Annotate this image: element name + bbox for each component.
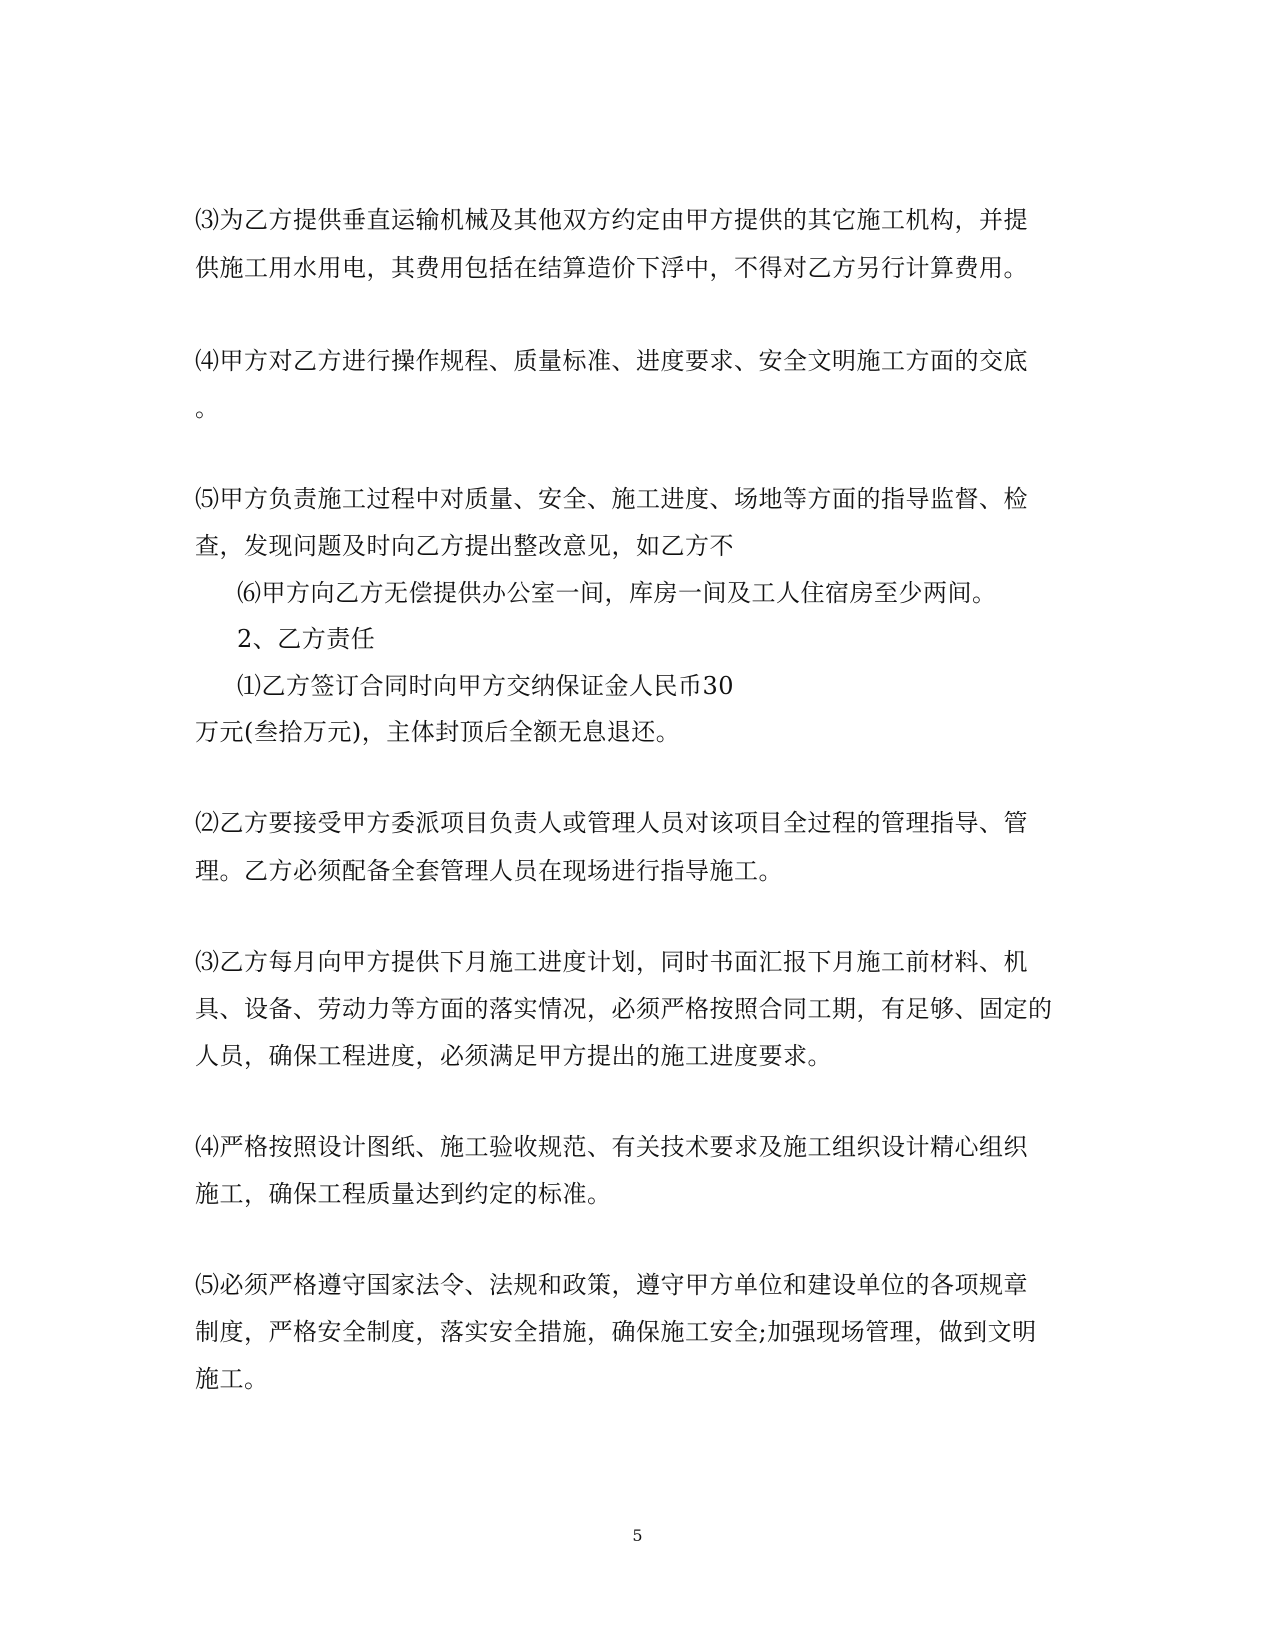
text-line: 。 (195, 394, 220, 422)
text-line: ⑹甲方向乙方无偿提供办公室一间，库房一间及工人住宿房至少两间。 (237, 579, 997, 607)
text-line: ⑵乙方要接受甲方委派项目负责人或管理人员对该项目全过程的管理指导、管 (195, 809, 1028, 837)
text-line: 查，发现问题及时向乙方提出整改意见，如乙方不 (195, 532, 734, 560)
section-heading: 2、乙方责任 (237, 625, 376, 653)
text-line: 施工。 (195, 1365, 269, 1393)
text-line: 供施工用水用电，其费用包括在结算造价下浮中，不得对乙方另行计算费用。 (195, 254, 1028, 282)
text-line: 人员，确保工程进度，必须满足甲方提出的施工进度要求。 (195, 1042, 832, 1070)
text-line: ⑷严格按照设计图纸、施工验收规范、有关技术要求及施工组织设计精心组织 (195, 1133, 1028, 1161)
text-line: 施工，确保工程质量达到约定的标准。 (195, 1180, 612, 1208)
text-line: ⑸必须严格遵守国家法令、法规和政策，遵守甲方单位和建设单位的各项规章 (195, 1271, 1028, 1299)
text-line: ⑷甲方对乙方进行操作规程、质量标准、进度要求、安全文明施工方面的交底 (195, 347, 1028, 375)
text-line: 理。乙方必须配备全套管理人员在现场进行指导施工。 (195, 857, 783, 885)
text-line: ⑶乙方每月向甲方提供下月施工进度计划，同时书面汇报下月施工前材料、机 (195, 948, 1028, 976)
text-line: ⑸甲方负责施工过程中对质量、安全、施工进度、场地等方面的指导监督、检 (195, 485, 1028, 513)
text-line: 万元(叁拾万元)，主体封顶后全额无息退还。 (195, 718, 681, 746)
page-number: 5 (632, 1526, 643, 1545)
text-line: ⑶为乙方提供垂直运输机械及其他双方约定由甲方提供的其它施工机构，并提 (195, 206, 1028, 234)
text-line: 具、设备、劳动力等方面的落实情况，必须严格按照合同工期，有足够、固定的 (195, 995, 1053, 1023)
text-line: 制度，严格安全制度，落实安全措施，确保施工安全;加强现场管理，做到文明 (195, 1318, 1037, 1346)
text-line: ⑴乙方签订合同时向甲方交纳保证金人民币30 (237, 672, 735, 700)
